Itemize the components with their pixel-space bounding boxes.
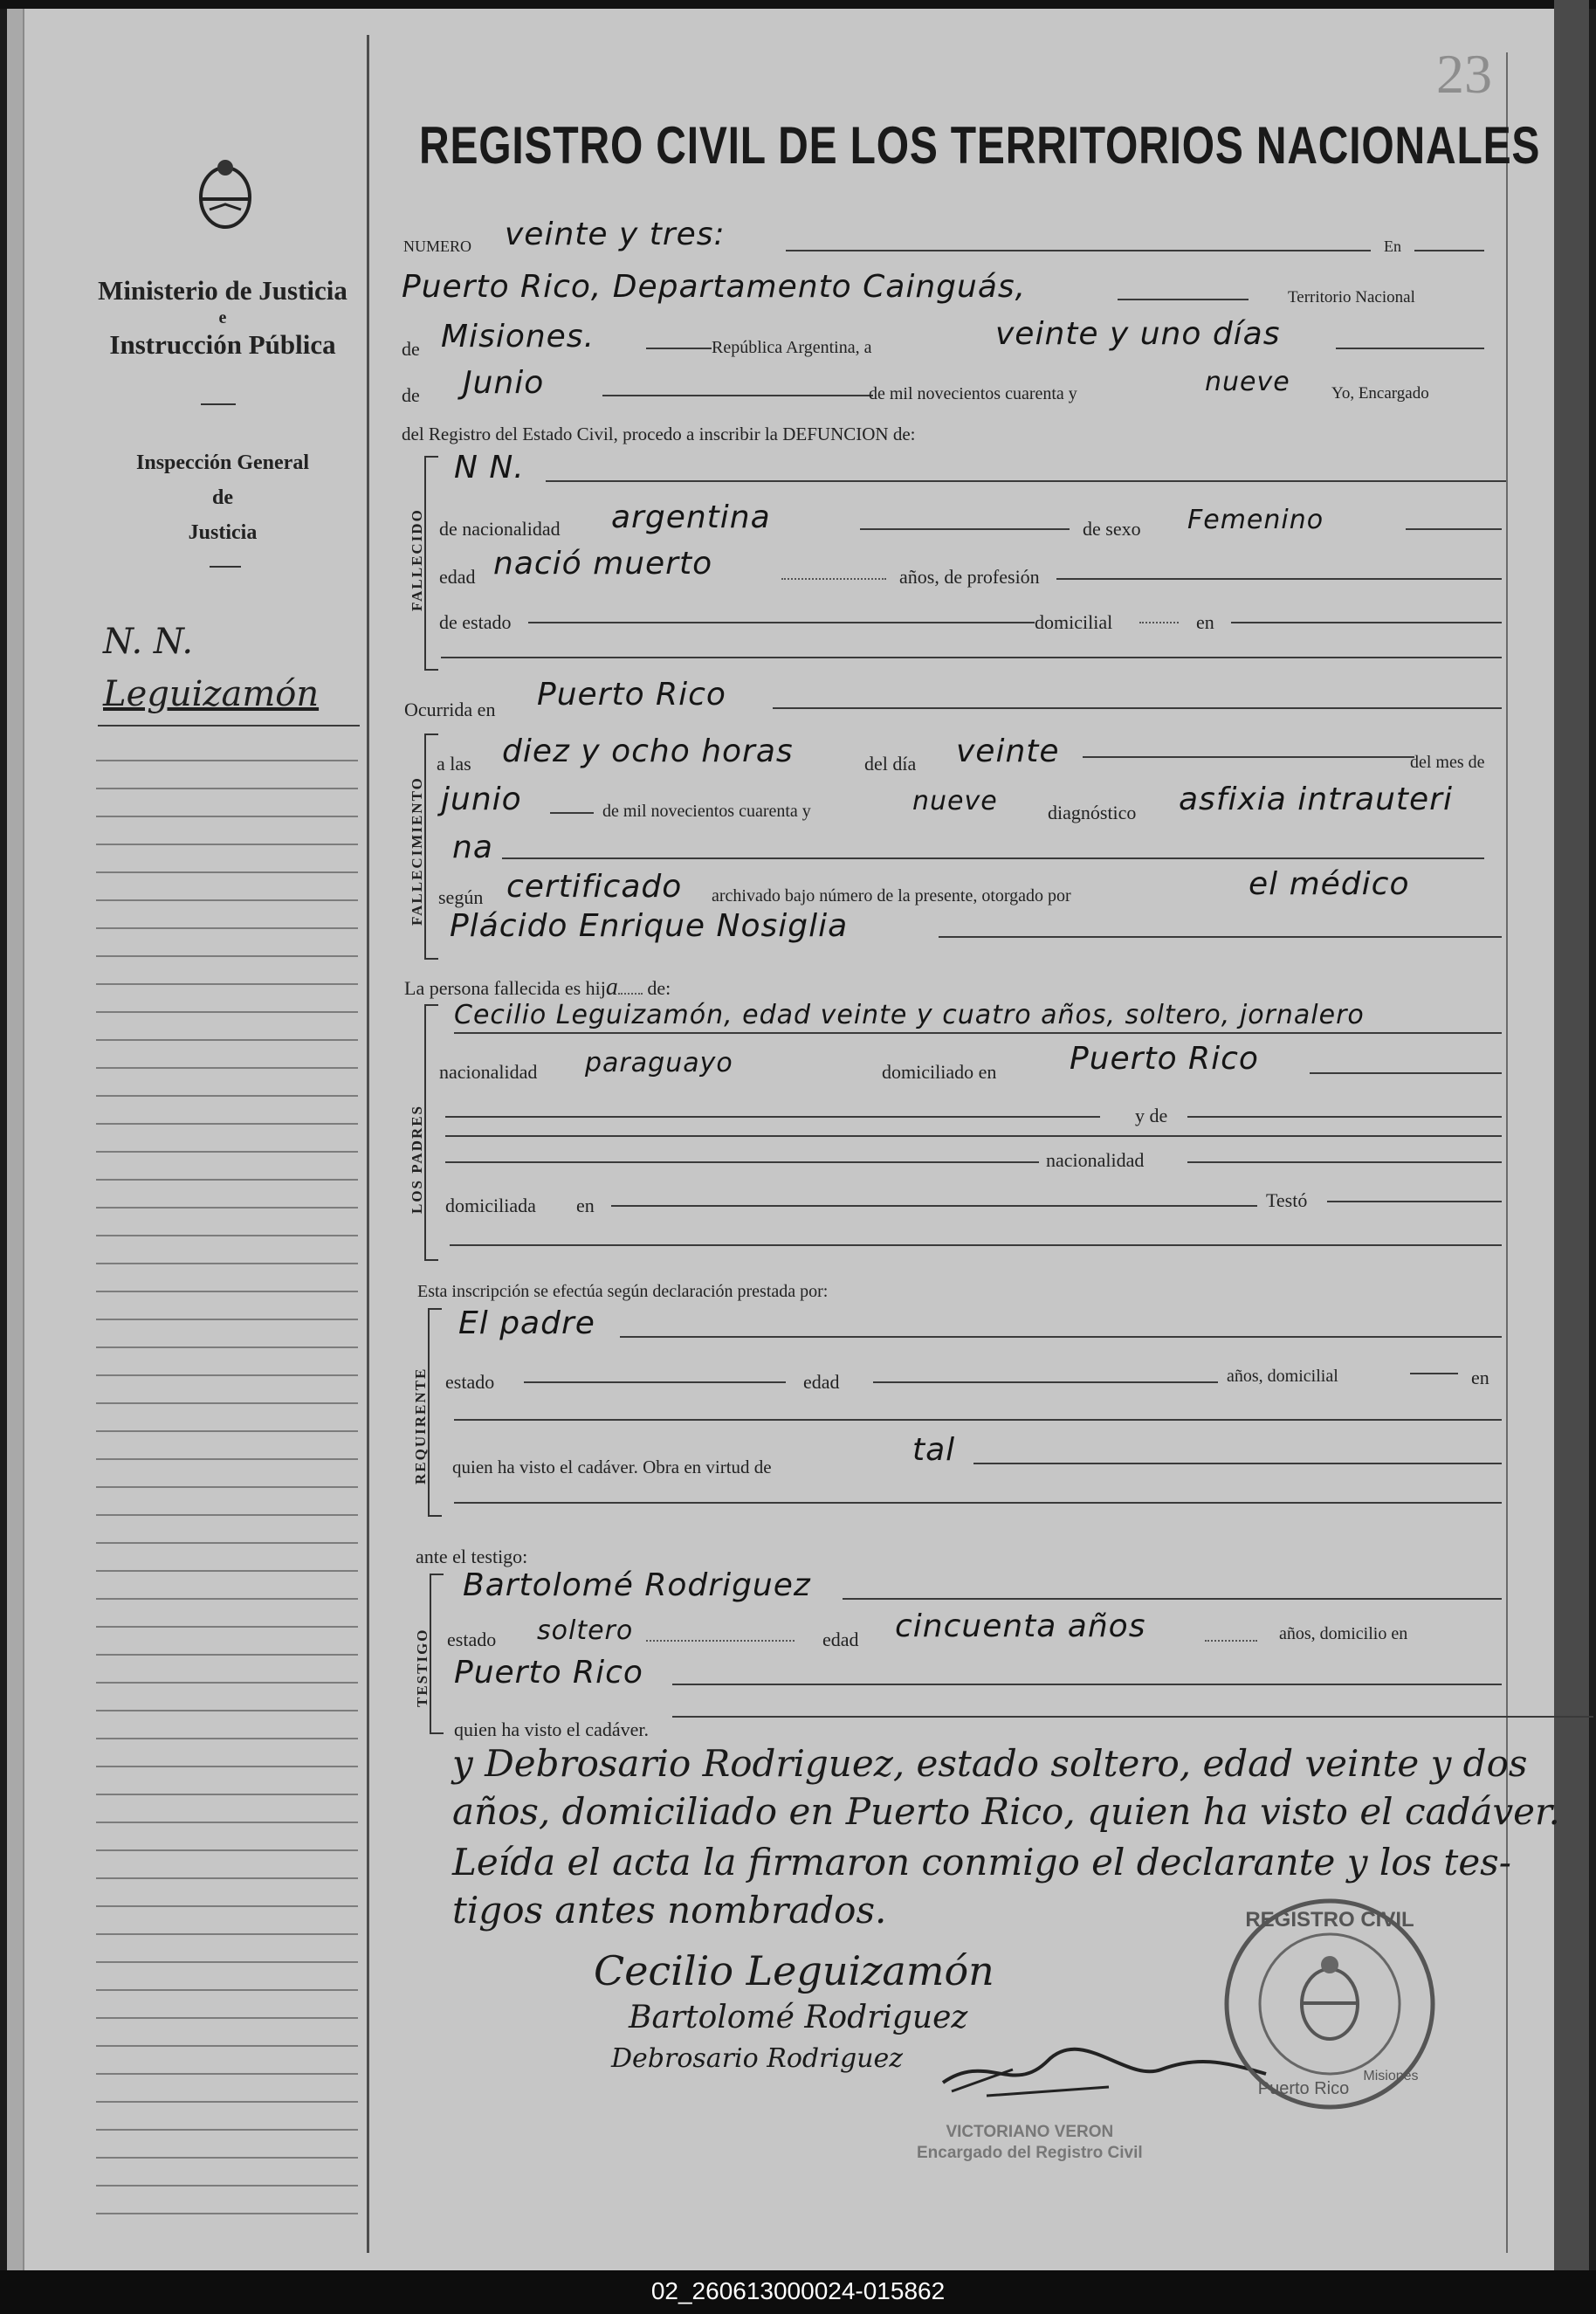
section-padres-label: LOS PADRES [409, 1104, 425, 1214]
fallecido-name: N N. [454, 450, 525, 486]
note-line-4: tigos antes nombrados. [452, 1889, 887, 1932]
dia-value: veinte [956, 733, 1060, 769]
ministry-heading: Ministerio de Justicia e Instrucción Pública [98, 275, 347, 360]
mes-value: Junio [463, 365, 545, 401]
civil-registry-stamp-icon [1221, 1895, 1439, 2113]
padre-value: Cecilio Leguizamón, edad veinte y cuatro años, soltero, jornalero [454, 1000, 1365, 1030]
numero-value: veinte y tres: [505, 217, 726, 252]
section-testigo-label: TESTIGO [414, 1628, 430, 1707]
testigo-edad: cincuenta años [895, 1608, 1146, 1644]
binding-edge [1554, 0, 1589, 2270]
document-title: REGISTRO CIVIL DE LOS TERRITORIOS NACIONALES [419, 116, 1541, 175]
top-border [0, 0, 1596, 9]
otorgado-value: el médico [1249, 866, 1410, 902]
ocurrida-value: Puerto Rico [537, 677, 726, 713]
page-number: 23 [1436, 43, 1492, 105]
nacionalidad-value: argentina [611, 499, 771, 535]
margin-ruled-lines [96, 733, 358, 2235]
section-fallecido-label: FALLECIDO [409, 508, 425, 611]
testigo-estado: soltero [537, 1615, 634, 1646]
note-line-1: y Debrosario Rodriguez, estado soltero, edad veinte y dos [452, 1742, 1528, 1785]
fallecimiento-anio: nueve [912, 786, 998, 816]
padre-domicilio: Puerto Rico [1070, 1041, 1259, 1077]
testigo-domicilio: Puerto Rico [454, 1655, 643, 1691]
sexo-value: Femenino [1187, 505, 1324, 535]
horas-value: diez y ocho horas [502, 733, 794, 769]
medico-value: Plácido Enrique Nosiglia [450, 908, 849, 944]
stamp-text-province: Misiones [1363, 2069, 1419, 2083]
fallecimiento-mes: junio [441, 782, 522, 817]
section-requirente-label: REQUIRENTE [412, 1367, 429, 1484]
inspection-heading: Inspección General de Justicia [136, 451, 309, 544]
section-fallecimiento-label: FALLECIMIENTO [409, 776, 425, 926]
padre-nacionalidad: paraguayo [585, 1048, 733, 1078]
image-id-footer: 02_260613000024-015862 [650, 2277, 946, 2304]
margin-divider [367, 35, 369, 2253]
diagnostico-value: asfixia intrauteri [1179, 782, 1453, 817]
padres-intro: La persona fallecida es hija de: [404, 974, 671, 1001]
segun-value: certificado [506, 869, 683, 905]
lugar-value: Puerto Rico, Departamento Cainguás, [402, 269, 1027, 305]
dias-value: veinte y uno días [995, 316, 1281, 352]
anio-value: nueve [1205, 367, 1290, 397]
page-left-edge [7, 9, 24, 2270]
stamp-text-top: REGISTRO CIVIL [1245, 1908, 1414, 1932]
coat-of-arms-icon [194, 155, 257, 231]
signature-father: Cecilio Leguizamón [594, 1947, 994, 1994]
officer-stamp: VICTORIANO VERON Encargado del Registro Civil [917, 2123, 1143, 2162]
requirente-name: El padre [458, 1305, 595, 1341]
note-line-3: Leída el acta la firmaron conmigo el declarante y los tes- [452, 1841, 1511, 1884]
stamp-text-place: Puerto Rico [1257, 2079, 1350, 2098]
territorio-value: Misiones. [441, 319, 595, 355]
signature-witness-1: Bartolomé Rodriguez [629, 2000, 968, 2035]
margin-note-names: N. N. Leguizamón [103, 622, 320, 714]
right-margin-line [1506, 52, 1508, 2253]
diagnostico-value-cont: na [452, 830, 493, 865]
signature-witness-2: Debrosario Rodriguez [611, 2043, 904, 2074]
testigo-name: Bartolomé Rodriguez [463, 1567, 811, 1603]
edad-value: nació muerto [493, 546, 713, 582]
note-line-2: años, domiciliado en Puerto Rico, quien ha visto el cadáver. [452, 1790, 1560, 1833]
requirente-visto: tal [912, 1432, 956, 1468]
